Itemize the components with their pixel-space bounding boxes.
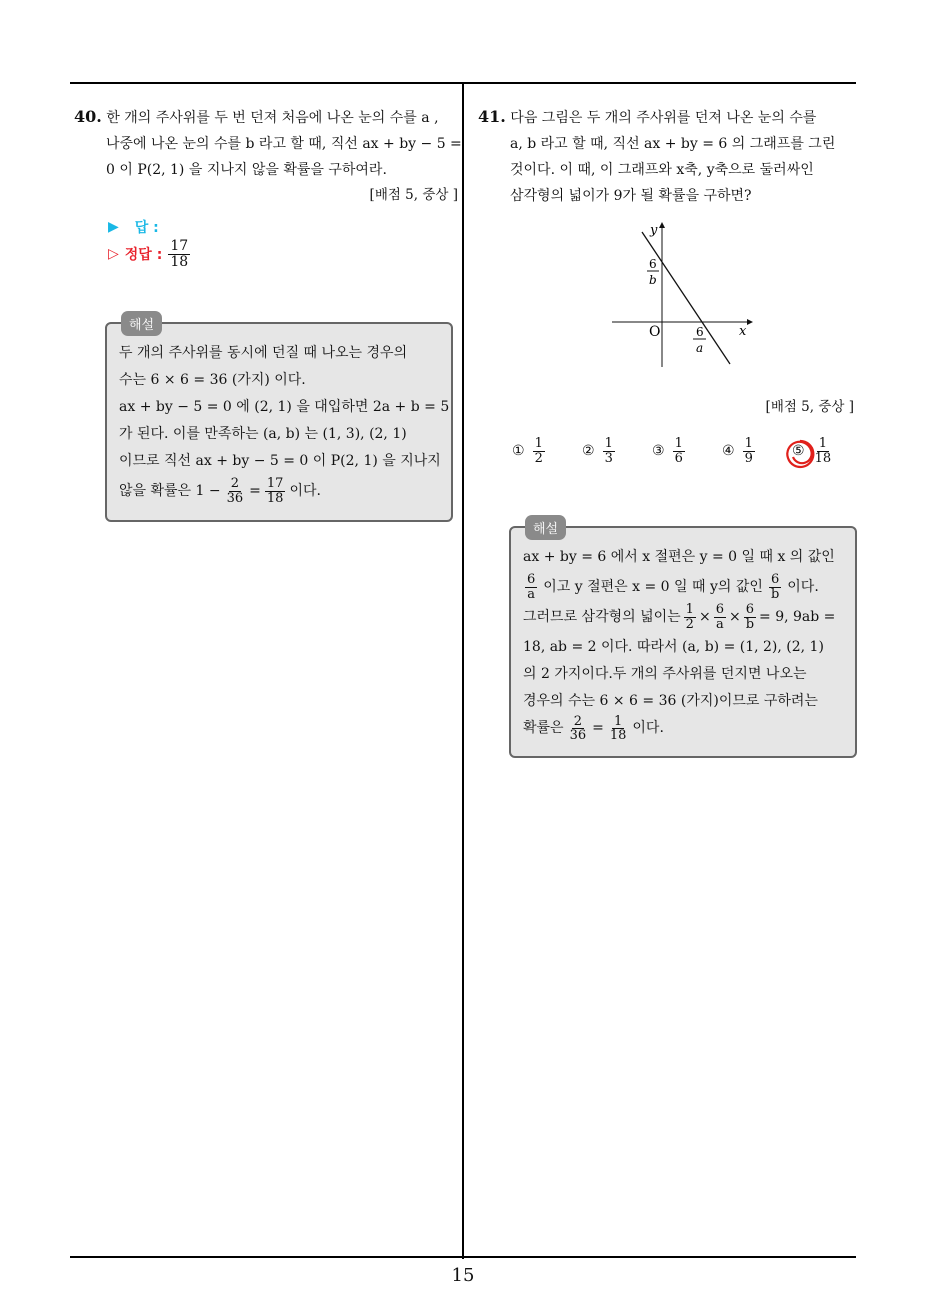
x-axis-label: x	[739, 324, 747, 339]
play-icon: ▶	[108, 219, 119, 235]
q41-number: 41.	[478, 107, 506, 126]
q40-answer-label: 답 :	[134, 220, 159, 236]
q40-explanation-tag: 해설	[121, 311, 162, 336]
q41-exp-line-1: ax + by = 6 에서 x 절편은 y = 0 일 때 x 의 값인	[523, 549, 835, 565]
q41-line-2: a, b 라고 할 때, 직선 ax + by = 6 의 그래프를 그린	[510, 136, 836, 152]
fraction: $\frac{2}{36}$	[569, 713, 587, 744]
q41-exp-line-7: 확률은 $\frac{2}{36}$ = $\frac{1}{18}$ 이다.	[523, 713, 664, 744]
q40-correct-fraction: $\frac{17}{18}$	[170, 238, 189, 270]
fraction: $\frac{2}{36}$	[226, 476, 244, 506]
fraction: $\frac{6}{b}$	[745, 602, 755, 632]
times-sign: ×	[698, 608, 711, 625]
q41-exp-line-5: 의 2 가지이다.두 개의 주사위를 던지면 나오는	[523, 665, 807, 682]
fraction: $\frac{6}{b}$	[770, 572, 780, 602]
fraction: $\frac{1}{3}$	[604, 436, 613, 466]
q41-exp-line-3: 그러므로 삼각형의 넓이는 $\frac{1}{2}$ × $\frac{6}{a}$ × $\frac{6}{b}$ = 9, 9ab =	[523, 602, 836, 632]
y-axis-label: y	[650, 223, 658, 238]
choice-2[interactable]: ② $\frac{1}{3}$	[582, 436, 613, 466]
outline-play-icon: ▷	[108, 246, 119, 263]
q40-line-3: 0 이 P(2, 1) 을 지나지 않을 확률을 구하여라.	[106, 162, 387, 178]
fraction: $\frac{1}{2}$	[534, 436, 543, 466]
q40-meta: [배점 5, 중상 ]	[369, 187, 458, 203]
fraction: $\frac{6}{a}$	[715, 602, 724, 632]
fraction: $\frac{1}{18}$	[609, 713, 627, 744]
q40-exp-line-5: 이므로 직선 ax + by − 5 = 0 이 P(2, 1) 을 지나지	[119, 453, 441, 469]
q40-exp-line-3: ax + by − 5 = 0 에 (2, 1) 을 대입하면 2a + b = 5	[119, 399, 450, 415]
choice-5[interactable]: ⑤ $\frac{1}{18}$	[792, 437, 862, 465]
fraction: $\frac{6}{a}$	[527, 572, 536, 602]
y-intercept-den: b	[649, 273, 657, 287]
q41-line-1	[478, 104, 858, 131]
q40-answer-row	[108, 217, 458, 237]
q40-text-1: 한 개의 주사위를 두 번 던져 처음에 나온 눈의 수를 a ,	[106, 110, 439, 126]
choice-3[interactable]: ③ $\frac{1}{6}$	[652, 436, 683, 466]
q40-exp-line-4: 가 된다. 이를 만족하는 (a, b) 는 (1, 3), (2, 1)	[119, 426, 407, 442]
q40-line-1	[74, 104, 458, 131]
q41-meta: [배점 5, 중상 ]	[765, 399, 854, 415]
fraction: $\frac{1}{2}$	[685, 602, 694, 632]
question-40	[74, 100, 462, 270]
equals-sign: =	[592, 720, 604, 737]
q41-choices	[512, 437, 862, 465]
q41-explanation-tag: 해설	[525, 515, 566, 540]
q41-exp-line-6: 경우의 수는 6 × 6 = 36 (가지)이므로 구하려는	[523, 692, 818, 709]
x-intercept-num: 6	[696, 325, 704, 339]
fraction: $\frac{17}{18}$	[266, 476, 284, 506]
times-sign: ×	[728, 608, 741, 625]
fraction: $\frac{1}{9}$	[744, 436, 753, 466]
fraction: $\frac{1}{18}$	[814, 436, 832, 466]
fraction: $\frac{1}{6}$	[674, 436, 683, 466]
q41-text-1: 다음 그림은 두 개의 주사위를 던져 나온 눈의 수를	[510, 110, 817, 126]
x-axis-arrow	[747, 319, 753, 325]
y-axis-arrow	[659, 222, 665, 228]
line-graph	[612, 222, 762, 372]
q41-explanation-box	[509, 522, 857, 758]
q41-line-3: 것이다. 이 때, 이 그래프와 x축, y축으로 둘러싸인	[510, 162, 814, 178]
q41-line-4: 삼각형의 넓이가 9가 될 확률을 구하면?	[510, 188, 752, 204]
origin-label: O	[649, 324, 661, 340]
q40-number: 40.	[74, 107, 102, 126]
q41-exp-line-2: $\frac{6}{a}$ 이고 y 절편은 x = 0 일 때 y의 값인 $\frac{6}{b}$ 이다.	[527, 572, 819, 602]
q40-exp-line-2: 수는 6 × 6 = 36 (가지) 이다.	[119, 372, 306, 388]
y-intercept-num: 6	[649, 257, 657, 271]
q40-exp-line-1: 두 개의 주사위를 동시에 던질 때 나오는 경우의	[119, 345, 408, 361]
choice-4[interactable]: ④ $\frac{1}{9}$	[722, 436, 753, 466]
page-number: 15	[451, 1265, 475, 1286]
column-divider	[462, 82, 464, 1259]
graph-line	[642, 232, 730, 364]
x-intercept-den: a	[696, 341, 704, 355]
q40-exp-line-6: 않을 확률은 1 − $\frac{2}{36}$ = $\frac{17}{18}$ 이다.	[119, 476, 321, 506]
q40-correct-label: 정답 :	[124, 247, 163, 264]
q41-exp-line-4: 18, ab = 2 이다. 따라서 (a, b) = (1, 2), (2, 1)	[523, 638, 824, 655]
q40-correct-row	[108, 239, 458, 269]
choice-1[interactable]: ① $\frac{1}{2}$	[512, 436, 543, 466]
q40-line-2: 나중에 나온 눈의 수를 b 라고 할 때, 직선 ax + by − 5 =	[106, 136, 462, 152]
q40-explanation-box	[105, 318, 453, 522]
question-41	[478, 100, 858, 209]
bottom-rule	[70, 1256, 856, 1258]
